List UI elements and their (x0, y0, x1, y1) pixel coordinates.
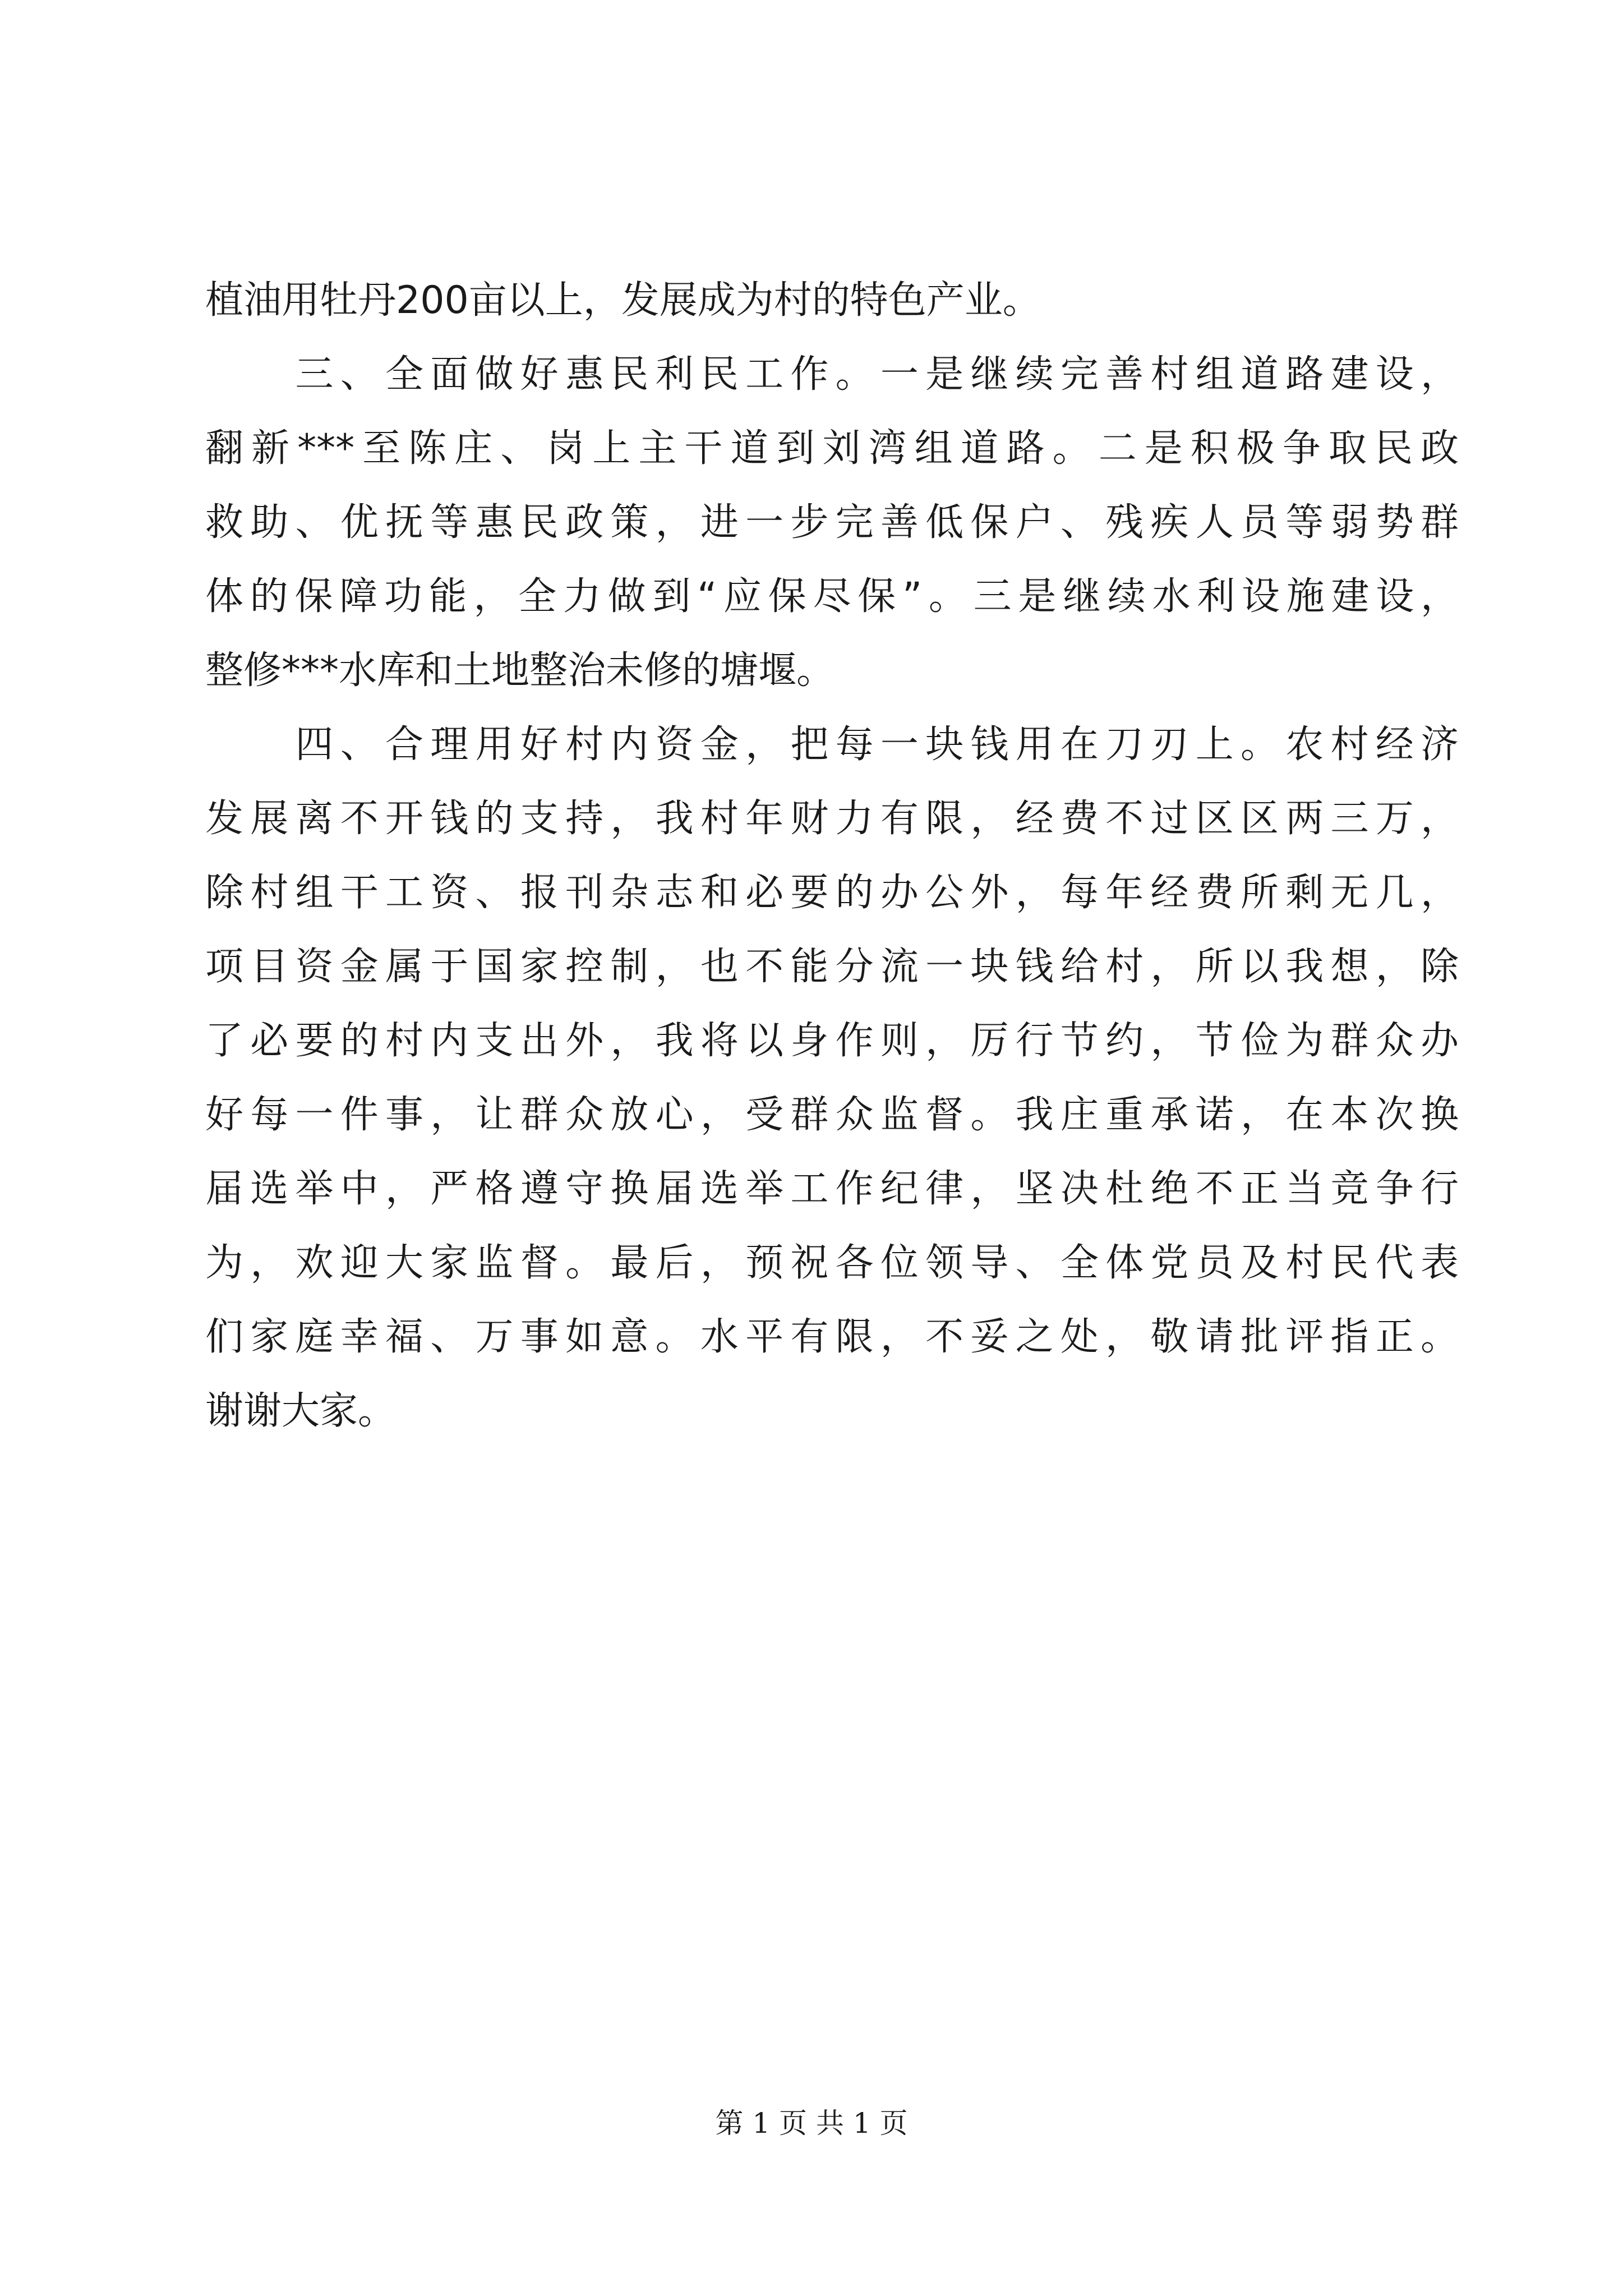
paragraph-3 (205, 708, 1459, 1448)
text-line: 届选举中，严格遵守换届选举工作纪律，坚决杜绝不正当竞争行 (205, 1167, 1459, 1211)
text-line: 四、合理用好村内资金，把每一块钱用在刀刃上。农村经济 (205, 723, 1459, 767)
text-line: 植油用牡丹200亩以上，发展成为村的特色产业。 (205, 278, 1041, 323)
text-line: 救助、优抚等惠民政策，进一步完善低保户、残疾人员等弱势群 (205, 500, 1459, 545)
text-line: 除村组干工资、报刊杂志和必要的办公外，每年经费所剩无几， (205, 871, 1459, 915)
text-line: 了必要的村内支出外，我将以身作则，厉行节约，节俭为群众办 (205, 1019, 1459, 1063)
page-footer: 第 1 页 共 1 页 (715, 2107, 908, 2139)
text-line: 发展离不开钱的支持，我村年财力有限，经费不过区区两三万， (205, 797, 1459, 841)
text-line: 翻新***至陈庄、岗上主干道到刘湾组道路。二是积极争取民政 (205, 426, 1459, 471)
text-line: 体的保障功能，全力做到“应保尽保”。三是继续水利设施建设， (205, 574, 1459, 619)
text-line: 好每一件事，让群众放心，受群众监督。我庄重承诺，在本次换 (205, 1093, 1459, 1137)
text-line: 项目资金属于国家控制，也不能分流一块钱给村，所以我想，除 (205, 945, 1459, 989)
text-line: 们家庭幸福、万事如意。水平有限，不妥之处，敬请批评指正。 (205, 1315, 1459, 1359)
document-body (205, 264, 1459, 1448)
paragraph-2 (205, 338, 1459, 708)
text-line: 谢谢大家。 (205, 1389, 396, 1433)
text-line: 三、全面做好惠民利民工作。一是继续完善村组道路建设， (205, 352, 1459, 397)
text-line: 为，欢迎大家监督。最后，预祝各位领导、全体党员及村民代表 (205, 1241, 1459, 1285)
paragraph-1 (205, 264, 1459, 338)
text-line: 整修***水库和土地整治未修的塘堰。 (205, 648, 835, 693)
